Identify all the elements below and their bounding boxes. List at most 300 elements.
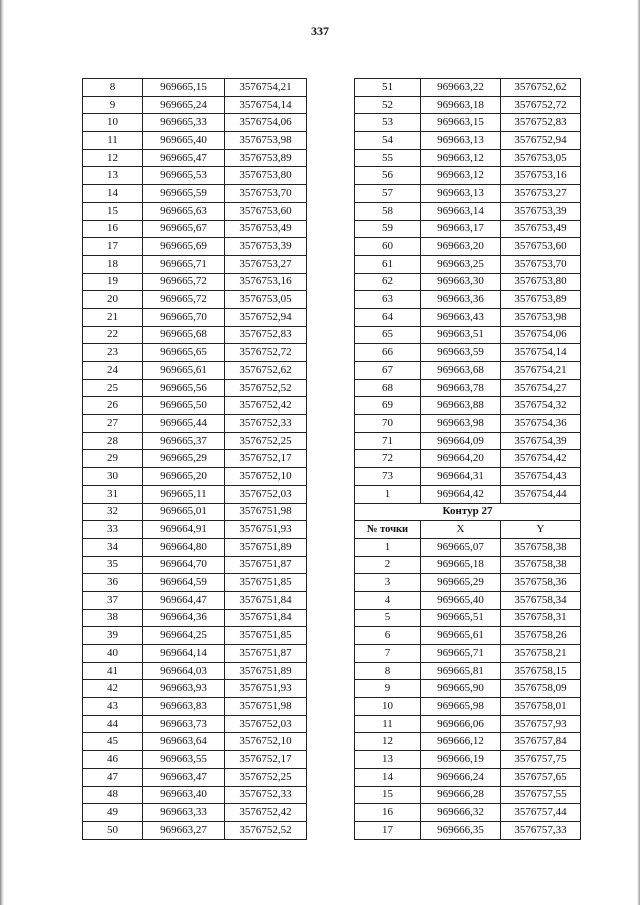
point-number-cell: 22 xyxy=(83,326,143,344)
point-number-cell: 1 xyxy=(355,538,421,556)
point-number-cell: 49 xyxy=(83,804,143,822)
point-number-cell: 67 xyxy=(355,362,421,380)
x-coordinate-cell: 969666,12 xyxy=(421,733,501,751)
y-coordinate-cell: 3576758,01 xyxy=(501,698,581,716)
x-coordinate-cell: 969665,15 xyxy=(143,79,225,97)
y-coordinate-cell: 3576758,34 xyxy=(501,591,581,609)
x-coordinate-cell: 969664,70 xyxy=(143,556,225,574)
y-coordinate-cell: 3576752,25 xyxy=(225,432,307,450)
point-number-cell: 25 xyxy=(83,379,143,397)
y-coordinate-cell: 3576753,89 xyxy=(225,149,307,167)
y-coordinate-cell: 3576753,98 xyxy=(225,132,307,150)
table-row xyxy=(83,344,307,362)
table-row xyxy=(355,255,581,273)
y-coordinate-cell: 3576753,27 xyxy=(501,185,581,203)
y-coordinate-cell: 3576751,87 xyxy=(225,556,307,574)
x-coordinate-cell: 969663,83 xyxy=(143,698,225,716)
point-number-cell: 8 xyxy=(83,79,143,97)
table-row xyxy=(355,538,581,556)
table-row xyxy=(355,804,581,822)
y-coordinate-cell: 3576758,26 xyxy=(501,627,581,645)
y-coordinate-cell: 3576751,85 xyxy=(225,627,307,645)
x-coordinate-cell: 969665,24 xyxy=(143,96,225,114)
table-row xyxy=(83,591,307,609)
point-number-cell: 4 xyxy=(355,591,421,609)
point-number-cell: 47 xyxy=(83,768,143,786)
point-number-cell: 3 xyxy=(355,574,421,592)
x-coordinate-cell: 969663,17 xyxy=(421,220,501,238)
x-coordinate-cell: 969666,32 xyxy=(421,804,501,822)
x-coordinate-cell: 969665,29 xyxy=(421,574,501,592)
x-coordinate-cell: 969663,13 xyxy=(421,185,501,203)
x-coordinate-cell: 969665,98 xyxy=(421,698,501,716)
y-coordinate-cell: 3576753,05 xyxy=(225,291,307,309)
point-number-cell: 65 xyxy=(355,326,421,344)
contour-title: Контур 27 xyxy=(355,503,581,521)
x-coordinate-cell: 969663,40 xyxy=(143,786,225,804)
point-number-cell: 71 xyxy=(355,432,421,450)
table-row xyxy=(355,485,581,503)
x-coordinate-cell: 969665,11 xyxy=(143,485,225,503)
y-coordinate-cell: 3576752,33 xyxy=(225,786,307,804)
table-row xyxy=(355,751,581,769)
y-coordinate-cell: 3576752,94 xyxy=(501,132,581,150)
column-header-row xyxy=(355,521,581,539)
x-coordinate-cell: 969665,61 xyxy=(143,362,225,380)
point-number-cell: 11 xyxy=(355,715,421,733)
point-number-cell: 19 xyxy=(83,273,143,291)
table-row xyxy=(355,627,581,645)
x-coordinate-cell: 969665,63 xyxy=(143,202,225,220)
y-coordinate-cell: 3576753,98 xyxy=(501,308,581,326)
y-coordinate-cell: 3576754,36 xyxy=(501,415,581,433)
table-row xyxy=(83,733,307,751)
x-coordinate-cell: 969665,56 xyxy=(143,379,225,397)
table-row xyxy=(83,308,307,326)
point-number-cell: 56 xyxy=(355,167,421,185)
point-number-cell: 27 xyxy=(83,415,143,433)
point-number-cell: 23 xyxy=(83,344,143,362)
point-number-cell: 10 xyxy=(355,698,421,716)
table-row xyxy=(83,627,307,645)
y-coordinate-cell: 3576751,87 xyxy=(225,645,307,663)
x-coordinate-cell: 969664,59 xyxy=(143,574,225,592)
point-number-cell: 30 xyxy=(83,468,143,486)
x-coordinate-cell: 969665,90 xyxy=(421,680,501,698)
table-row xyxy=(355,468,581,486)
y-coordinate-cell: 3576753,80 xyxy=(501,273,581,291)
table-row xyxy=(83,485,307,503)
table-row xyxy=(355,379,581,397)
x-coordinate-cell: 969665,51 xyxy=(421,609,501,627)
point-number-cell: 36 xyxy=(83,574,143,592)
table-row xyxy=(355,273,581,291)
table-row xyxy=(355,574,581,592)
table-row xyxy=(83,149,307,167)
table-row xyxy=(355,114,581,132)
point-number-cell: 15 xyxy=(355,786,421,804)
point-number-cell: 18 xyxy=(83,255,143,273)
point-number-cell: 37 xyxy=(83,591,143,609)
table-row xyxy=(355,786,581,804)
x-coordinate-cell: 969664,91 xyxy=(143,521,225,539)
y-coordinate-cell: 3576752,42 xyxy=(225,397,307,415)
x-coordinate-cell: 969665,59 xyxy=(143,185,225,203)
point-number-cell: 26 xyxy=(83,397,143,415)
y-coordinate-cell: 3576758,09 xyxy=(501,680,581,698)
point-number-cell: 2 xyxy=(355,556,421,574)
point-number-cell: 14 xyxy=(355,768,421,786)
point-number-cell: 12 xyxy=(355,733,421,751)
x-coordinate-cell: 969664,03 xyxy=(143,662,225,680)
table-row xyxy=(355,167,581,185)
x-coordinate-cell: 969664,25 xyxy=(143,627,225,645)
table-row xyxy=(83,821,307,839)
x-coordinate-cell: 969664,31 xyxy=(421,468,501,486)
y-coordinate-cell: 3576753,89 xyxy=(501,291,581,309)
x-coordinate-cell: 969664,36 xyxy=(143,609,225,627)
x-coordinate-cell: 969666,19 xyxy=(421,751,501,769)
point-number-cell: 72 xyxy=(355,450,421,468)
x-coordinate-cell: 969663,43 xyxy=(421,308,501,326)
y-coordinate-cell: 3576753,70 xyxy=(225,185,307,203)
y-coordinate-cell: 3576752,72 xyxy=(225,344,307,362)
y-coordinate-cell: 3576753,05 xyxy=(501,149,581,167)
table-row xyxy=(83,468,307,486)
point-number-cell: 5 xyxy=(355,609,421,627)
coordinates-table-left-body xyxy=(83,79,307,840)
y-coordinate-cell: 3576752,72 xyxy=(501,96,581,114)
y-coordinate-cell: 3576752,03 xyxy=(225,715,307,733)
table-row xyxy=(83,379,307,397)
table-row xyxy=(355,609,581,627)
y-coordinate-cell: 3576752,17 xyxy=(225,450,307,468)
table-row xyxy=(355,362,581,380)
point-number-cell: 68 xyxy=(355,379,421,397)
coordinates-table-left xyxy=(82,78,307,840)
x-coordinate-cell: 969665,53 xyxy=(143,167,225,185)
point-number-cell: 20 xyxy=(83,291,143,309)
y-coordinate-cell: 3576751,93 xyxy=(225,680,307,698)
x-coordinate-cell: 969663,22 xyxy=(421,79,501,97)
table-row xyxy=(355,326,581,344)
x-coordinate-cell: 969664,80 xyxy=(143,538,225,556)
x-coordinate-cell: 969664,20 xyxy=(421,450,501,468)
table-row xyxy=(83,185,307,203)
table-row xyxy=(355,680,581,698)
x-coordinate-cell: 969666,28 xyxy=(421,786,501,804)
y-coordinate-cell: 3576753,80 xyxy=(225,167,307,185)
x-coordinate-cell: 969665,07 xyxy=(421,538,501,556)
point-number-cell: 13 xyxy=(355,751,421,769)
point-number-cell: 6 xyxy=(355,627,421,645)
y-coordinate-cell: 3576752,83 xyxy=(501,114,581,132)
table-row xyxy=(355,96,581,114)
table-row xyxy=(83,238,307,256)
y-coordinate-cell: 3576758,15 xyxy=(501,662,581,680)
table-row xyxy=(83,786,307,804)
y-coordinate-cell: 3576757,33 xyxy=(501,821,581,839)
y-coordinate-cell: 3576751,89 xyxy=(225,538,307,556)
point-number-cell: 34 xyxy=(83,538,143,556)
table-row xyxy=(355,591,581,609)
table-row xyxy=(83,662,307,680)
y-coordinate-cell: 3576753,70 xyxy=(501,255,581,273)
table-row xyxy=(355,220,581,238)
x-coordinate-cell: 969665,50 xyxy=(143,397,225,415)
y-coordinate-cell: 3576752,52 xyxy=(225,379,307,397)
y-coordinate-cell: 3576754,14 xyxy=(501,344,581,362)
table-row xyxy=(355,662,581,680)
table-row xyxy=(83,273,307,291)
x-coordinate-cell: 969665,65 xyxy=(143,344,225,362)
table-row xyxy=(83,521,307,539)
point-number-cell: 55 xyxy=(355,149,421,167)
point-number-cell: 57 xyxy=(355,185,421,203)
table-row xyxy=(83,768,307,786)
table-row xyxy=(355,185,581,203)
table-row xyxy=(83,751,307,769)
y-coordinate-cell: 3576753,39 xyxy=(501,202,581,220)
point-number-cell: 66 xyxy=(355,344,421,362)
x-coordinate-cell: 969665,44 xyxy=(143,415,225,433)
x-coordinate-cell: 969665,20 xyxy=(143,468,225,486)
y-coordinate-cell: 3576754,06 xyxy=(501,326,581,344)
x-header: X xyxy=(421,521,501,539)
point-number-cell: 28 xyxy=(83,432,143,450)
y-coordinate-cell: 3576757,55 xyxy=(501,786,581,804)
y-coordinate-cell: 3576753,49 xyxy=(501,220,581,238)
x-coordinate-cell: 969665,40 xyxy=(143,132,225,150)
table-row xyxy=(83,202,307,220)
table-row xyxy=(83,538,307,556)
table-row xyxy=(83,804,307,822)
point-number-cell: 21 xyxy=(83,308,143,326)
x-coordinate-cell: 969664,14 xyxy=(143,645,225,663)
x-coordinate-cell: 969665,71 xyxy=(421,645,501,663)
table-row xyxy=(83,362,307,380)
table-row xyxy=(83,450,307,468)
point-number-cell: 17 xyxy=(355,821,421,839)
table-row xyxy=(355,308,581,326)
y-coordinate-cell: 3576752,33 xyxy=(225,415,307,433)
point-number-cell: 64 xyxy=(355,308,421,326)
table-row xyxy=(83,415,307,433)
x-coordinate-cell: 969663,64 xyxy=(143,733,225,751)
table-row xyxy=(355,733,581,751)
y-coordinate-cell: 3576751,89 xyxy=(225,662,307,680)
table-row xyxy=(355,397,581,415)
point-number-cell: 61 xyxy=(355,255,421,273)
y-coordinate-cell: 3576751,84 xyxy=(225,609,307,627)
x-coordinate-cell: 969665,01 xyxy=(143,503,225,521)
y-coordinate-cell: 3576751,93 xyxy=(225,521,307,539)
point-number-header: № точки xyxy=(355,521,421,539)
y-coordinate-cell: 3576752,10 xyxy=(225,733,307,751)
x-coordinate-cell: 969663,68 xyxy=(421,362,501,380)
point-number-cell: 15 xyxy=(83,202,143,220)
point-number-cell: 11 xyxy=(83,132,143,150)
y-coordinate-cell: 3576754,27 xyxy=(501,379,581,397)
table-row xyxy=(355,79,581,97)
point-number-cell: 9 xyxy=(355,680,421,698)
point-number-cell: 51 xyxy=(355,79,421,97)
x-coordinate-cell: 969663,15 xyxy=(421,114,501,132)
y-header: Y xyxy=(501,521,581,539)
x-coordinate-cell: 969663,73 xyxy=(143,715,225,733)
table-row xyxy=(83,680,307,698)
table-row xyxy=(83,291,307,309)
y-coordinate-cell: 3576758,36 xyxy=(501,574,581,592)
point-number-cell: 41 xyxy=(83,662,143,680)
y-coordinate-cell: 3576754,32 xyxy=(501,397,581,415)
point-number-cell: 63 xyxy=(355,291,421,309)
table-row xyxy=(83,503,307,521)
table-row xyxy=(355,821,581,839)
x-coordinate-cell: 969663,55 xyxy=(143,751,225,769)
y-coordinate-cell: 3576757,44 xyxy=(501,804,581,822)
y-coordinate-cell: 3576752,25 xyxy=(225,768,307,786)
y-coordinate-cell: 3576752,52 xyxy=(225,821,307,839)
x-coordinate-cell: 969663,88 xyxy=(421,397,501,415)
y-coordinate-cell: 3576751,84 xyxy=(225,591,307,609)
point-number-cell: 48 xyxy=(83,786,143,804)
point-number-cell: 1 xyxy=(355,485,421,503)
point-number-cell: 58 xyxy=(355,202,421,220)
table-row xyxy=(355,645,581,663)
point-number-cell: 33 xyxy=(83,521,143,539)
x-coordinate-cell: 969663,18 xyxy=(421,96,501,114)
scan-edge-left xyxy=(0,0,4,905)
point-number-cell: 62 xyxy=(355,273,421,291)
table-row xyxy=(83,220,307,238)
x-coordinate-cell: 969663,20 xyxy=(421,238,501,256)
table-row xyxy=(83,609,307,627)
x-coordinate-cell: 969663,12 xyxy=(421,167,501,185)
table-row xyxy=(355,132,581,150)
x-coordinate-cell: 969663,51 xyxy=(421,326,501,344)
table-row xyxy=(83,114,307,132)
table-row xyxy=(355,291,581,309)
point-number-cell: 40 xyxy=(83,645,143,663)
x-coordinate-cell: 969663,25 xyxy=(421,255,501,273)
x-coordinate-cell: 969663,30 xyxy=(421,273,501,291)
y-coordinate-cell: 3576752,94 xyxy=(225,308,307,326)
point-number-cell: 52 xyxy=(355,96,421,114)
y-coordinate-cell: 3576754,21 xyxy=(501,362,581,380)
x-coordinate-cell: 969663,27 xyxy=(143,821,225,839)
x-coordinate-cell: 969663,59 xyxy=(421,344,501,362)
table-row xyxy=(83,574,307,592)
y-coordinate-cell: 3576753,16 xyxy=(225,273,307,291)
table-row xyxy=(83,645,307,663)
x-coordinate-cell: 969665,67 xyxy=(143,220,225,238)
table-row xyxy=(83,132,307,150)
x-coordinate-cell: 969665,68 xyxy=(143,326,225,344)
contour-title-row xyxy=(355,503,581,521)
point-number-cell: 73 xyxy=(355,468,421,486)
y-coordinate-cell: 3576752,17 xyxy=(225,751,307,769)
point-number-cell: 14 xyxy=(83,185,143,203)
x-coordinate-cell: 969666,24 xyxy=(421,768,501,786)
x-coordinate-cell: 969665,69 xyxy=(143,238,225,256)
y-coordinate-cell: 3576754,21 xyxy=(225,79,307,97)
y-coordinate-cell: 3576758,31 xyxy=(501,609,581,627)
y-coordinate-cell: 3576752,03 xyxy=(225,485,307,503)
x-coordinate-cell: 969665,37 xyxy=(143,432,225,450)
point-number-cell: 44 xyxy=(83,715,143,733)
point-number-cell: 17 xyxy=(83,238,143,256)
y-coordinate-cell: 3576754,43 xyxy=(501,468,581,486)
y-coordinate-cell: 3576754,39 xyxy=(501,432,581,450)
table-row xyxy=(83,698,307,716)
page-number: 337 xyxy=(311,24,329,38)
table-row xyxy=(355,450,581,468)
table-row xyxy=(355,202,581,220)
table-row xyxy=(355,415,581,433)
y-coordinate-cell: 3576754,42 xyxy=(501,450,581,468)
y-coordinate-cell: 3576752,83 xyxy=(225,326,307,344)
y-coordinate-cell: 3576757,65 xyxy=(501,768,581,786)
point-number-cell: 53 xyxy=(355,114,421,132)
x-coordinate-cell: 969666,06 xyxy=(421,715,501,733)
table-row xyxy=(355,238,581,256)
y-coordinate-cell: 3576753,60 xyxy=(501,238,581,256)
y-coordinate-cell: 3576751,85 xyxy=(225,574,307,592)
x-coordinate-cell: 969663,47 xyxy=(143,768,225,786)
x-coordinate-cell: 969663,98 xyxy=(421,415,501,433)
table-row xyxy=(355,698,581,716)
y-coordinate-cell: 3576754,44 xyxy=(501,485,581,503)
x-coordinate-cell: 969665,71 xyxy=(143,255,225,273)
x-coordinate-cell: 969663,33 xyxy=(143,804,225,822)
y-coordinate-cell: 3576752,10 xyxy=(225,468,307,486)
y-coordinate-cell: 3576751,98 xyxy=(225,503,307,521)
x-coordinate-cell: 969665,29 xyxy=(143,450,225,468)
y-coordinate-cell: 3576752,62 xyxy=(225,362,307,380)
coordinates-table-right xyxy=(354,78,581,840)
point-number-cell: 16 xyxy=(83,220,143,238)
point-number-cell: 7 xyxy=(355,645,421,663)
y-coordinate-cell: 3576752,62 xyxy=(501,79,581,97)
table-row xyxy=(355,556,581,574)
x-coordinate-cell: 969665,70 xyxy=(143,308,225,326)
point-number-cell: 32 xyxy=(83,503,143,521)
point-number-cell: 31 xyxy=(83,485,143,503)
y-coordinate-cell: 3576753,60 xyxy=(225,202,307,220)
x-coordinate-cell: 969665,72 xyxy=(143,273,225,291)
point-number-cell: 16 xyxy=(355,804,421,822)
y-coordinate-cell: 3576751,98 xyxy=(225,698,307,716)
coordinates-table-right-body xyxy=(355,79,581,840)
y-coordinate-cell: 3576753,49 xyxy=(225,220,307,238)
table-row xyxy=(355,432,581,450)
x-coordinate-cell: 969663,78 xyxy=(421,379,501,397)
y-coordinate-cell: 3576757,84 xyxy=(501,733,581,751)
point-number-cell: 60 xyxy=(355,238,421,256)
table-row xyxy=(83,326,307,344)
point-number-cell: 38 xyxy=(83,609,143,627)
point-number-cell: 12 xyxy=(83,149,143,167)
y-coordinate-cell: 3576757,93 xyxy=(501,715,581,733)
point-number-cell: 35 xyxy=(83,556,143,574)
table-row xyxy=(83,397,307,415)
x-coordinate-cell: 969665,81 xyxy=(421,662,501,680)
y-coordinate-cell: 3576758,38 xyxy=(501,556,581,574)
point-number-cell: 24 xyxy=(83,362,143,380)
point-number-cell: 29 xyxy=(83,450,143,468)
x-coordinate-cell: 969665,61 xyxy=(421,627,501,645)
